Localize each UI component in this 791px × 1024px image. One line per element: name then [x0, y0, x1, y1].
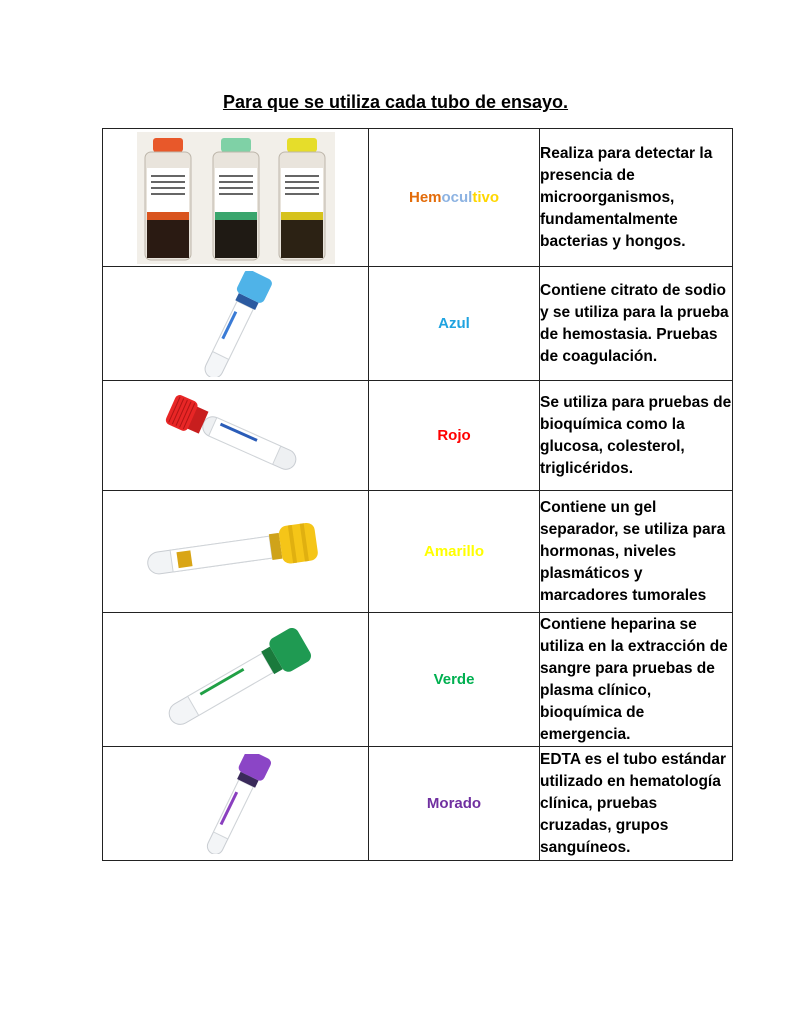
- tube-description: Contiene citrato de sodio y se utiliza para la prueba de hemostasia. Pruebas de coagulación.: [540, 267, 733, 381]
- table-row: [103, 381, 733, 491]
- image-cell: [103, 491, 369, 613]
- tube-description: Realiza para detectar la presencia de microorganismos, fundamentalmente bacterias y hongos.: [540, 129, 733, 267]
- tube-description: EDTA es el tubo estándar utilizado en hematología clínica, pruebas cruzadas, grupos sanguíneos.: [540, 747, 733, 861]
- image-cell: [103, 613, 369, 747]
- tube-description: Se utiliza para pruebas de bioquímica como la glucosa, colesterol, triglicéridos.: [540, 381, 733, 491]
- table-row: [103, 613, 733, 747]
- tube-name-cell: [369, 381, 540, 491]
- tube-name-cell: [369, 491, 540, 613]
- page-title: Para que se utiliza cada tubo de ensayo.: [222, 92, 569, 112]
- tube-name-cell: [369, 747, 540, 861]
- image-cell: [103, 381, 369, 491]
- tubes-table: [102, 128, 733, 861]
- tube-name-rojo: Rojo: [437, 427, 471, 444]
- tube-name-hemocultivo-part: ocul: [441, 189, 473, 206]
- tube-description: Contiene un gel separador, se utiliza para hormonas, niveles plasmáticos y marcadores tumorales: [540, 491, 733, 613]
- tube-name-cell: [369, 267, 540, 381]
- red-cap-tube-icon: [161, 389, 311, 483]
- table-row: [103, 267, 733, 381]
- tube-description: Contiene heparina se utiliza en la extracción de sangre para pruebas de plasma clínico, bioquímica de emergencia.: [540, 613, 733, 747]
- green-cap-tube-icon: [146, 628, 326, 732]
- yellow-cap-tube-icon: [141, 517, 331, 587]
- blue-cap-tube-icon: [161, 271, 311, 377]
- purple-cap-tube-icon: [161, 754, 311, 854]
- tube-name-cell: [369, 129, 540, 267]
- tube-name-cell: [369, 613, 540, 747]
- tube-name-hemocultivo-part: Hem: [408, 189, 442, 206]
- tube-name-verde: Verde: [433, 671, 475, 688]
- image-cell: [103, 747, 369, 861]
- table-row: [103, 491, 733, 613]
- image-cell: [103, 129, 369, 267]
- image-cell: [103, 267, 369, 381]
- tube-name-azul: Azul: [438, 315, 470, 332]
- table-row: [103, 747, 733, 861]
- tube-name-hemocultivo-part: tivo: [472, 189, 500, 206]
- tube-name-morado: Morado: [426, 795, 482, 812]
- blood-culture-bottles-icon: [137, 132, 335, 264]
- table-row: [103, 129, 733, 267]
- tube-name-amarillo: Amarillo: [423, 543, 484, 560]
